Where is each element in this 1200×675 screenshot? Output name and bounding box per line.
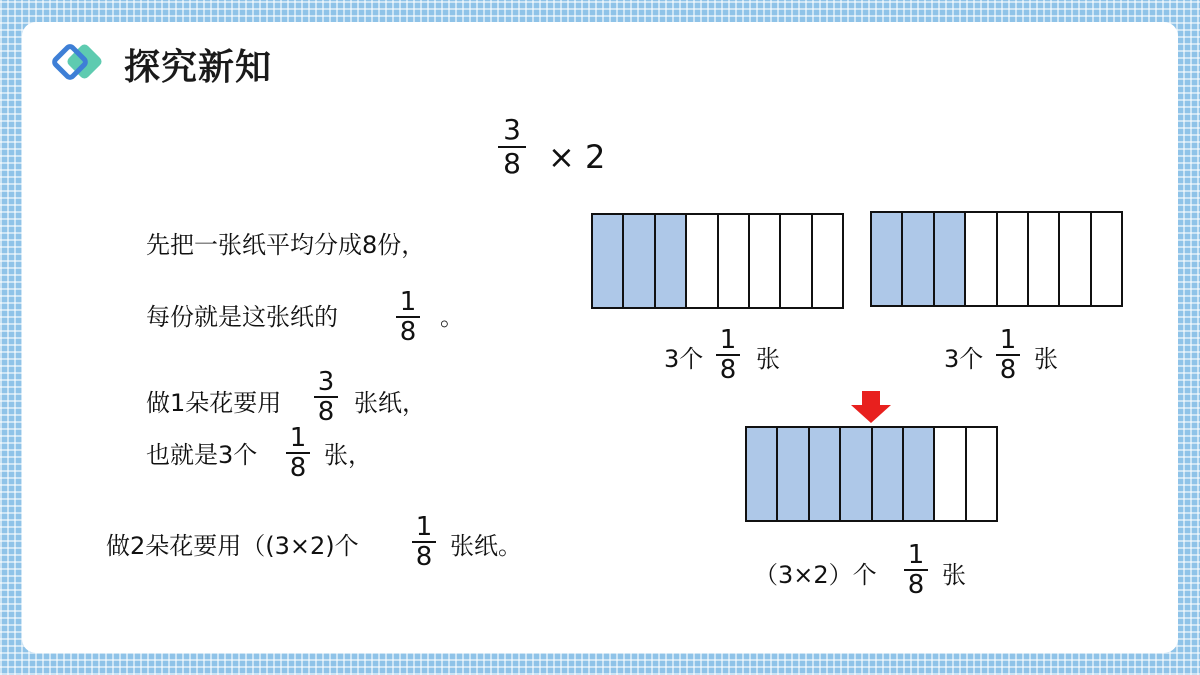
strip-a-label-post: 张 (756, 345, 780, 373)
numerator: 1 (399, 287, 417, 317)
text-line-3-pre: 做1朵花要用 (146, 389, 282, 417)
numerator: 3 (317, 367, 335, 397)
fraction-one-eighth-line4 (286, 424, 310, 482)
denominator: 8 (503, 147, 521, 180)
shaded-part (872, 213, 901, 305)
denominator: 8 (999, 355, 1017, 385)
fraction-one-eighth-line2 (396, 288, 420, 346)
expression-fraction (498, 114, 526, 180)
strip-b-label-fraction (996, 326, 1020, 384)
shaded-part (776, 428, 807, 520)
fraction-one-eighth-line5 (412, 513, 436, 571)
fraction-three-eighths (314, 368, 338, 426)
numerator: 1 (289, 423, 307, 453)
denominator: 8 (289, 453, 307, 483)
numerator: 1 (907, 540, 925, 570)
empty-part (811, 215, 842, 307)
empty-part (685, 215, 716, 307)
shaded-part (808, 428, 839, 520)
numerator: 1 (415, 512, 433, 542)
empty-part (996, 213, 1027, 305)
strip-b-label-post: 张 (1034, 345, 1058, 373)
shaded-part (933, 213, 964, 305)
denominator: 8 (415, 542, 433, 572)
text-line-1: 先把一张纸平均分成8份， (146, 231, 426, 259)
shaded-part (654, 215, 685, 307)
page-title: 探究新知 (124, 47, 273, 88)
strip-c-label-pre: （3×2）个 (754, 561, 877, 589)
empty-part (1058, 213, 1089, 305)
strip-a (591, 213, 844, 309)
numerator: 1 (719, 325, 737, 355)
text-line-2-pre: 每份就是这张纸的 (146, 303, 338, 331)
empty-part (964, 213, 995, 305)
shaded-part (901, 213, 932, 305)
text-line-5-post: 张纸。 (450, 532, 522, 560)
strip-a-label-fraction (716, 326, 740, 384)
denominator: 8 (907, 570, 925, 600)
text-line-2-post: 。 (440, 303, 464, 331)
strip-c-label-fraction (904, 541, 928, 599)
denominator: 8 (719, 355, 737, 385)
strip-a-label-pre: 3个 (664, 345, 704, 373)
numerator: 1 (999, 325, 1017, 355)
text-line-4-pre: 也就是3个 (146, 441, 258, 469)
diamond-logo-icon (46, 40, 110, 92)
empty-part (965, 428, 996, 520)
shaded-part (839, 428, 870, 520)
numerator: 3 (503, 113, 521, 146)
text-line-3-post: 张纸， (354, 389, 426, 417)
empty-part (779, 215, 810, 307)
shaded-part (902, 428, 933, 520)
empty-part (748, 215, 779, 307)
shaded-part (593, 215, 622, 307)
empty-part (933, 428, 964, 520)
strip-c-label-post: 张 (942, 561, 966, 589)
empty-part (1090, 213, 1121, 305)
empty-part (717, 215, 748, 307)
empty-part (1027, 213, 1058, 305)
denominator: 8 (399, 317, 417, 347)
denominator: 8 (317, 397, 335, 427)
shaded-part (871, 428, 902, 520)
shaded-part (747, 428, 776, 520)
down-arrow-icon (851, 391, 891, 423)
strip-b-label-pre: 3个 (944, 345, 984, 373)
shaded-part (622, 215, 653, 307)
strip-c (745, 426, 998, 522)
text-line-5-pre: 做2朵花要用（(3×2)个 (106, 532, 359, 560)
strip-b (870, 211, 1123, 307)
text-line-4-post: 张， (324, 441, 372, 469)
times-two: × 2 (548, 138, 606, 176)
